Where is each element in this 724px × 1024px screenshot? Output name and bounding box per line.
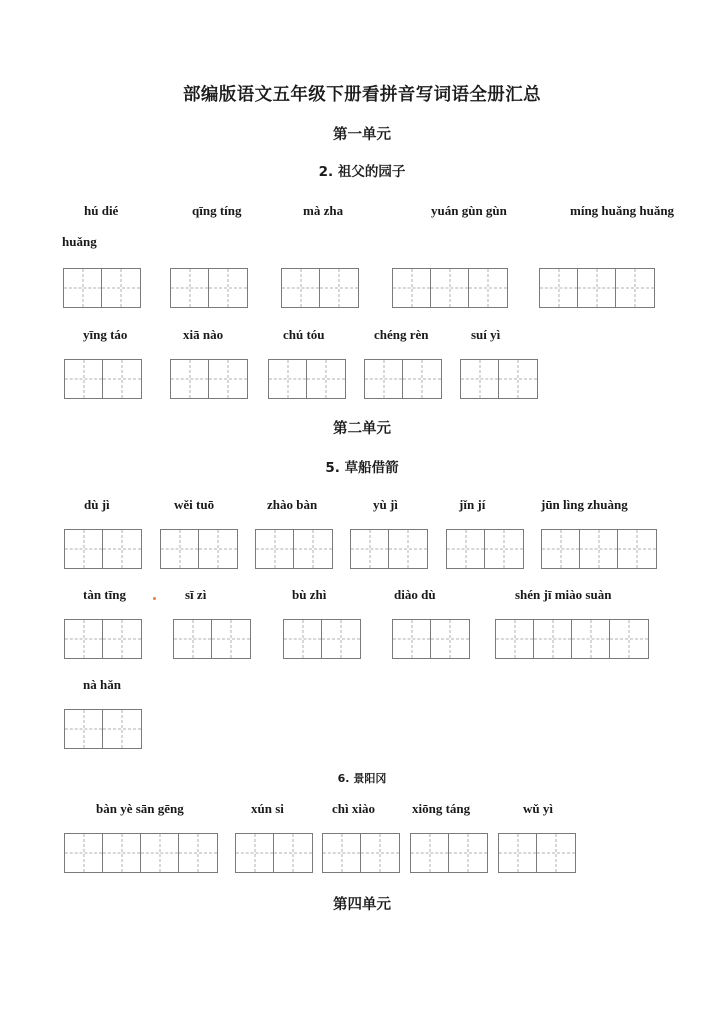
- pinyin-label: chú tóu: [283, 326, 325, 342]
- grid-cell[interactable]: [618, 530, 656, 568]
- pinyin-label: wěi tuō: [174, 497, 215, 513]
- tianzige-box[interactable]: [364, 359, 442, 399]
- grid-cell[interactable]: [537, 834, 575, 872]
- pinyin-label: xiā nào: [183, 326, 224, 342]
- grid-cell[interactable]: [274, 834, 312, 872]
- grid-cell[interactable]: [199, 530, 237, 568]
- tianzige-box[interactable]: [255, 529, 333, 569]
- tianzige-box[interactable]: [495, 619, 649, 659]
- grid-cell[interactable]: [393, 269, 431, 307]
- pinyin-row: [0, 801, 724, 823]
- tianzige-box[interactable]: [350, 529, 428, 569]
- grid-cell[interactable]: [103, 620, 141, 658]
- pinyin-row: [0, 203, 724, 225]
- tianzige-box[interactable]: [64, 709, 142, 749]
- grid-cell[interactable]: [209, 360, 247, 398]
- grid-cell[interactable]: [141, 834, 179, 872]
- grid-cell[interactable]: [64, 269, 102, 307]
- grid-box-row: [0, 529, 724, 569]
- grid-cell[interactable]: [209, 269, 247, 307]
- grid-cell[interactable]: [65, 710, 103, 748]
- grid-box-row: [0, 709, 724, 749]
- ink-artifact-dot: [153, 597, 156, 600]
- grid-cell[interactable]: [65, 834, 103, 872]
- tianzige-box[interactable]: [541, 529, 657, 569]
- grid-cell[interactable]: [294, 530, 332, 568]
- grid-cell[interactable]: [65, 530, 103, 568]
- pinyin-label: dù jì: [84, 497, 110, 513]
- grid-cell[interactable]: [161, 530, 199, 568]
- tianzige-box[interactable]: [281, 268, 359, 308]
- pinyin-label: bàn yè sān gēng: [96, 801, 184, 817]
- grid-cell[interactable]: [485, 530, 523, 568]
- grid-cell[interactable]: [351, 530, 389, 568]
- page-title: 部编版语文五年级下册看拼音写词语全册汇总: [183, 85, 541, 105]
- pinyin-label: chéng rèn: [374, 326, 429, 342]
- grid-box-row: [0, 359, 724, 399]
- tianzige-box[interactable]: [283, 619, 361, 659]
- grid-cell[interactable]: [103, 834, 141, 872]
- pinyin-label: yīng táo: [83, 326, 128, 342]
- pinyin-label: yuán gùn gùn: [431, 202, 507, 218]
- grid-cell[interactable]: [236, 834, 274, 872]
- pinyin-label: bù zhì: [292, 587, 327, 603]
- grid-cell[interactable]: [65, 360, 103, 398]
- grid-cell[interactable]: [174, 620, 212, 658]
- tianzige-box[interactable]: [160, 529, 238, 569]
- pinyin-row: [0, 497, 724, 519]
- grid-cell[interactable]: [103, 360, 141, 398]
- pinyin-label: diào dù: [394, 587, 436, 603]
- pinyin-label-wrapped: huǎng: [62, 233, 97, 249]
- grid-cell[interactable]: [411, 834, 449, 872]
- unit-heading-4: 第四单元: [333, 897, 391, 914]
- pinyin-label: jūn lìng zhuàng: [541, 497, 628, 513]
- grid-cell[interactable]: [212, 620, 250, 658]
- tianzige-box[interactable]: [63, 268, 141, 308]
- grid-cell[interactable]: [540, 269, 578, 307]
- grid-cell[interactable]: [103, 530, 141, 568]
- tianzige-box[interactable]: [64, 529, 142, 569]
- grid-cell[interactable]: [284, 620, 322, 658]
- grid-cell[interactable]: [499, 360, 537, 398]
- pinyin-label: xiōng táng: [412, 801, 471, 817]
- tianzige-box[interactable]: [446, 529, 524, 569]
- tianzige-box[interactable]: [64, 833, 218, 873]
- tianzige-box[interactable]: [539, 268, 655, 308]
- grid-cell[interactable]: [256, 530, 294, 568]
- pinyin-label: míng huǎng huǎng: [570, 202, 675, 218]
- grid-cell[interactable]: [65, 620, 103, 658]
- grid-cell[interactable]: [447, 530, 485, 568]
- tianzige-box[interactable]: [392, 268, 508, 308]
- grid-cell[interactable]: [320, 269, 358, 307]
- tianzige-box[interactable]: [170, 359, 248, 399]
- grid-cell[interactable]: [616, 269, 654, 307]
- pinyin-label: yù jì: [373, 497, 398, 513]
- grid-cell[interactable]: [102, 269, 140, 307]
- pinyin-label: zhào bàn: [267, 497, 318, 513]
- grid-cell[interactable]: [534, 620, 572, 658]
- pinyin-label: xún si: [251, 801, 284, 817]
- grid-cell[interactable]: [542, 530, 580, 568]
- pinyin-label: jǐn jí: [459, 497, 486, 513]
- tianzige-box[interactable]: [322, 833, 400, 873]
- lesson-heading-2: 2. 祖父的园子: [318, 164, 406, 181]
- grid-cell[interactable]: [572, 620, 610, 658]
- pinyin-label: tàn tīng: [83, 587, 126, 603]
- lesson-heading-6: 6. 景阳冈: [337, 772, 387, 786]
- grid-cell[interactable]: [282, 269, 320, 307]
- pinyin-label: hú dié: [84, 202, 119, 218]
- grid-box-row: [0, 833, 724, 873]
- grid-cell[interactable]: [365, 360, 403, 398]
- unit-heading-1: 第一单元: [333, 127, 391, 143]
- grid-cell[interactable]: [580, 530, 618, 568]
- grid-cell[interactable]: [469, 269, 507, 307]
- grid-cell[interactable]: [389, 530, 427, 568]
- tianzige-box[interactable]: [64, 619, 142, 659]
- pinyin-label: suí yì: [471, 326, 501, 342]
- grid-box-row: [0, 619, 724, 659]
- grid-cell[interactable]: [393, 620, 431, 658]
- pinyin-row: [0, 327, 724, 349]
- tianzige-box[interactable]: [498, 833, 576, 873]
- pinyin-row-wrap: [0, 234, 724, 256]
- grid-cell[interactable]: [103, 710, 141, 748]
- pinyin-label: nà hǎn: [83, 677, 121, 693]
- tianzige-box[interactable]: [392, 619, 470, 659]
- grid-cell[interactable]: [499, 834, 537, 872]
- unit-heading-2: 第二单元: [333, 420, 391, 437]
- tianzige-box[interactable]: [235, 833, 313, 873]
- grid-cell[interactable]: [610, 620, 648, 658]
- pinyin-row: [0, 587, 724, 609]
- grid-cell[interactable]: [179, 834, 217, 872]
- grid-cell[interactable]: [403, 360, 441, 398]
- grid-cell[interactable]: [449, 834, 487, 872]
- lesson-heading-5: 5. 草船借箭: [325, 459, 399, 476]
- pinyin-label: mà zha: [303, 202, 344, 218]
- pinyin-label: qīng tíng: [192, 202, 242, 218]
- grid-cell[interactable]: [323, 834, 361, 872]
- tianzige-box[interactable]: [173, 619, 251, 659]
- pinyin-label: sī zì: [185, 587, 207, 603]
- grid-cell[interactable]: [171, 269, 209, 307]
- grid-cell[interactable]: [361, 834, 399, 872]
- grid-cell[interactable]: [578, 269, 616, 307]
- tianzige-box[interactable]: [170, 268, 248, 308]
- grid-box-row: [0, 268, 724, 308]
- grid-cell[interactable]: [322, 620, 360, 658]
- tianzige-box[interactable]: [460, 359, 538, 399]
- grid-cell[interactable]: [461, 360, 499, 398]
- grid-cell[interactable]: [496, 620, 534, 658]
- grid-cell[interactable]: [307, 360, 345, 398]
- grid-cell[interactable]: [431, 269, 469, 307]
- pinyin-row: [0, 677, 724, 699]
- tianzige-box[interactable]: [410, 833, 488, 873]
- pinyin-label: chì xiào: [332, 801, 375, 817]
- grid-cell[interactable]: [171, 360, 209, 398]
- tianzige-box[interactable]: [268, 359, 346, 399]
- pinyin-label: shén jī miào suàn: [515, 587, 612, 603]
- grid-cell[interactable]: [431, 620, 469, 658]
- tianzige-box[interactable]: [64, 359, 142, 399]
- grid-cell[interactable]: [269, 360, 307, 398]
- pinyin-label: wǔ yì: [523, 801, 553, 817]
